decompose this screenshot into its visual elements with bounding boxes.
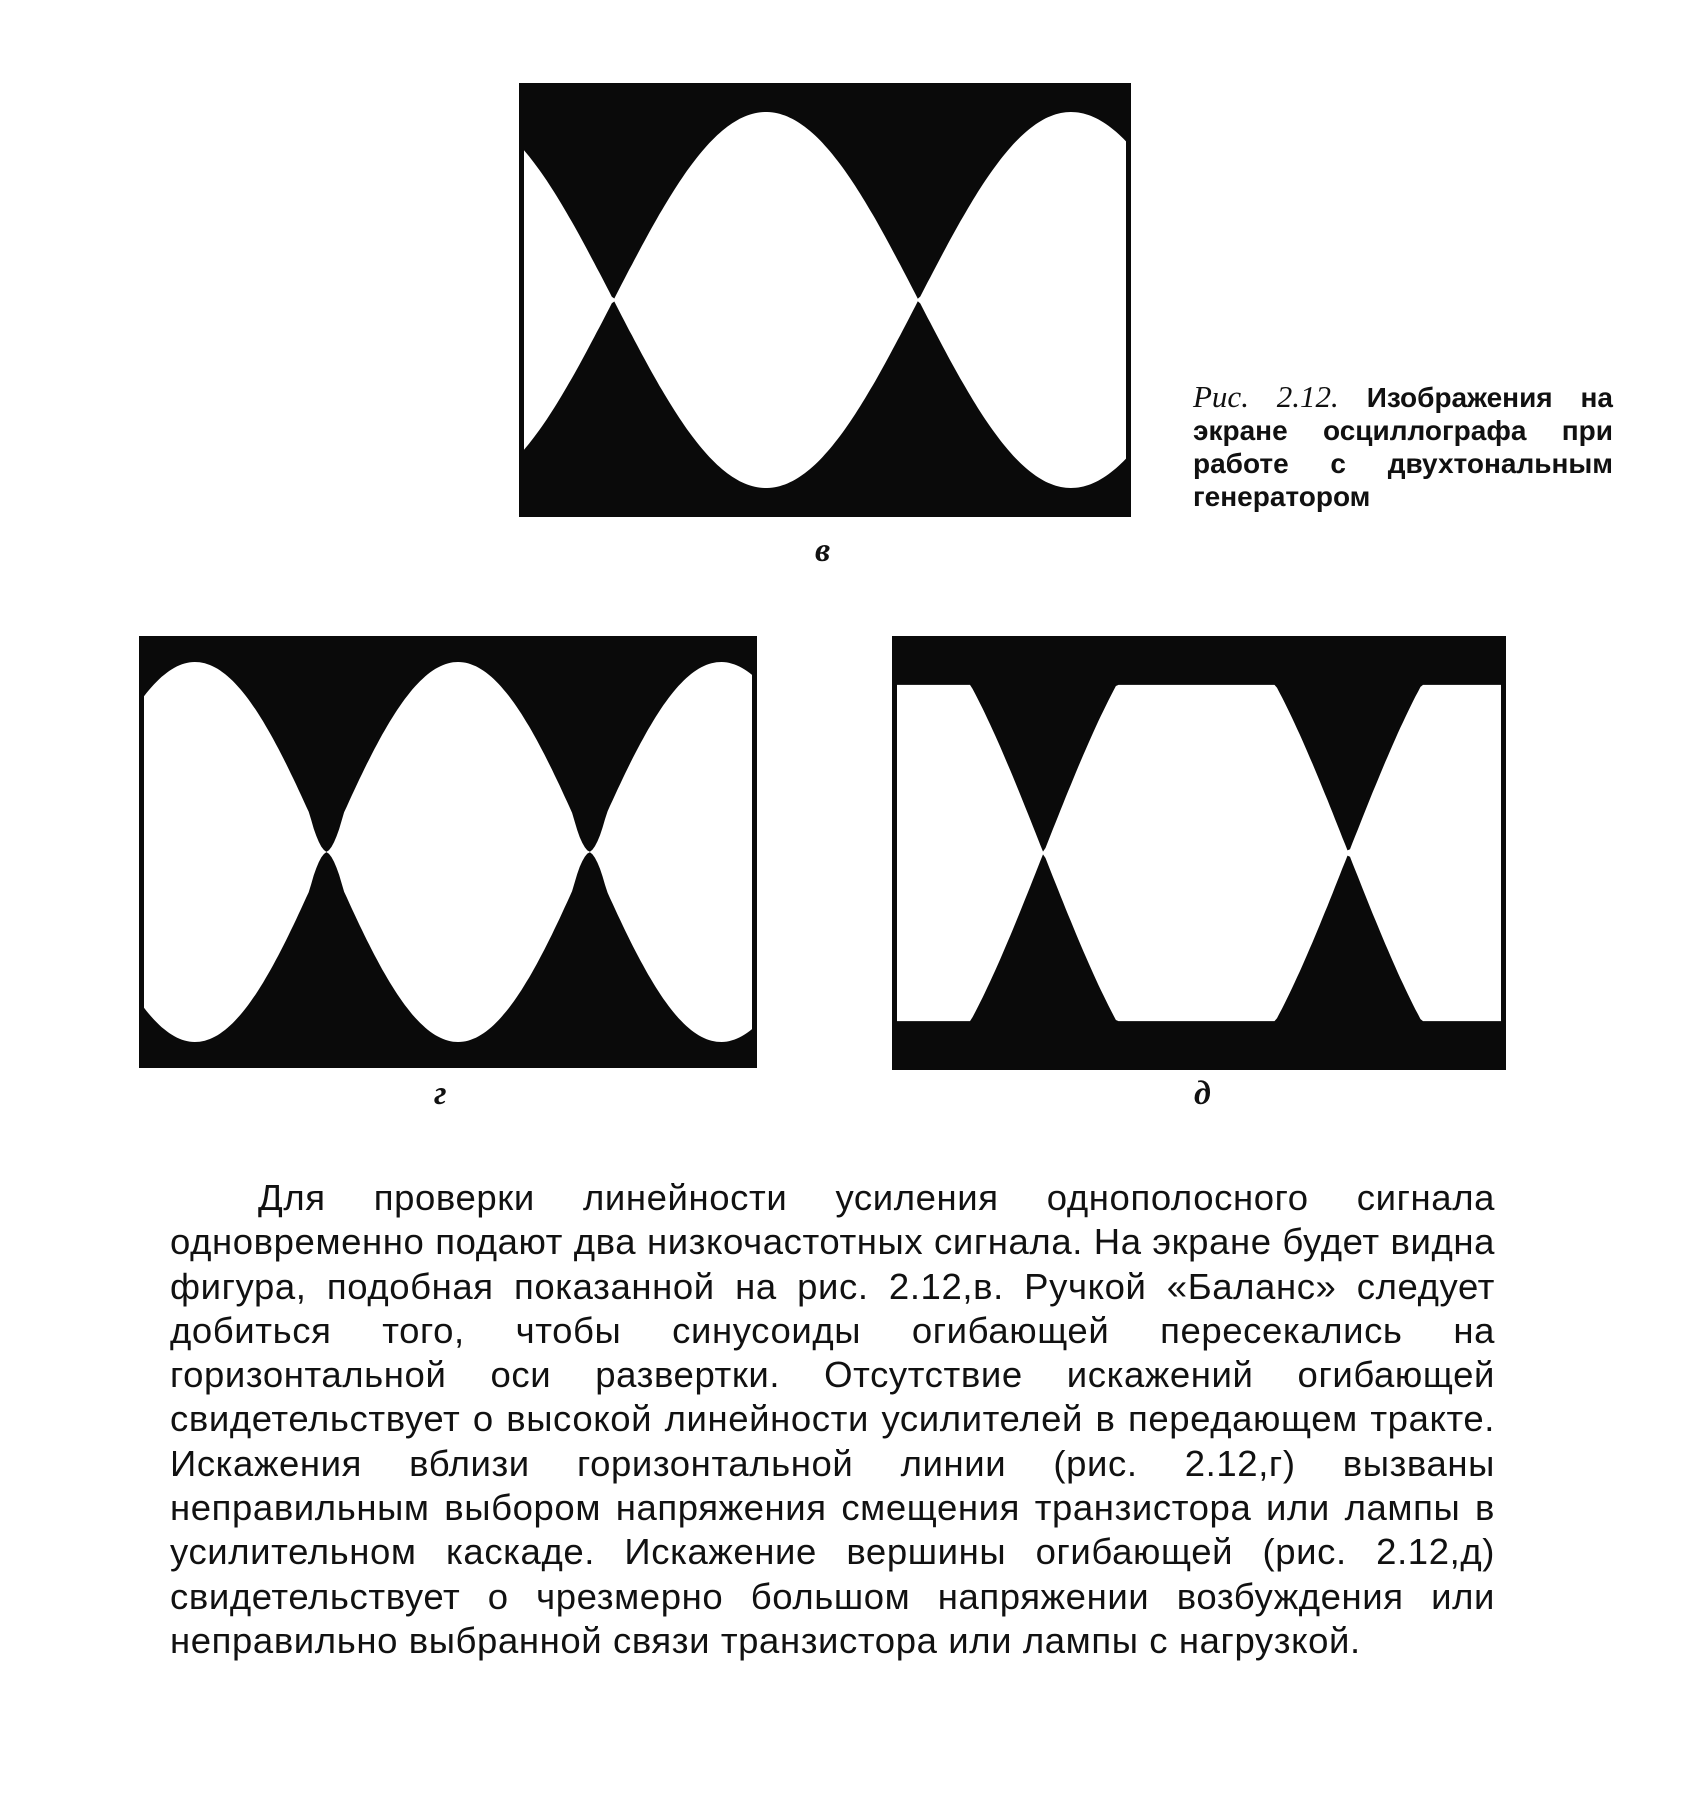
figure-caption-text: Изображения на экране осциллографа при работе с двухтональным генератором (1193, 382, 1614, 512)
figure-caption-label: Рис. 2.12. (1193, 379, 1339, 414)
body-text (170, 1176, 1495, 1663)
oscillogram-panel-g-envelope (144, 662, 752, 1042)
body-paragraph: Для проверки линейности усиления однополосного сигнала одновременно подают два низкочастотных сигнала. На экране будет видна фигура, подобная показанной на рис. 2.12,в. Ручкой «Баланс» следует добиться того, чтобы синусоиды огибающей пересекались на горизонтальной оси развертки. Отсутствие искажений огибающей свидетельствует о высокой линейности усилителей в передающем тракте. Искажения вблизи горизонтальной линии (рис. 2.12,г) вызваны неправильным выбором напряжения смещения транзистора или лампы в усилительном каскаде. Искажение вершины огибающей (рис. 2.12,д) свидетельствует о чрезмерно большом напряжении возбуждения или неправильно выбранной связи транзистора или лампы с нагрузкой. (170, 1177, 1495, 1661)
panel-label-v: в (815, 532, 831, 569)
panel-label-g: г (434, 1075, 447, 1112)
oscillogram-panel-v (519, 83, 1131, 517)
oscillogram-panel-d-envelope (897, 685, 1501, 1021)
panel-label-d: д (1194, 1075, 1211, 1112)
oscillogram-panel-g (139, 636, 757, 1068)
oscillogram-panel-d (892, 636, 1506, 1070)
figure-caption (1193, 380, 1613, 513)
